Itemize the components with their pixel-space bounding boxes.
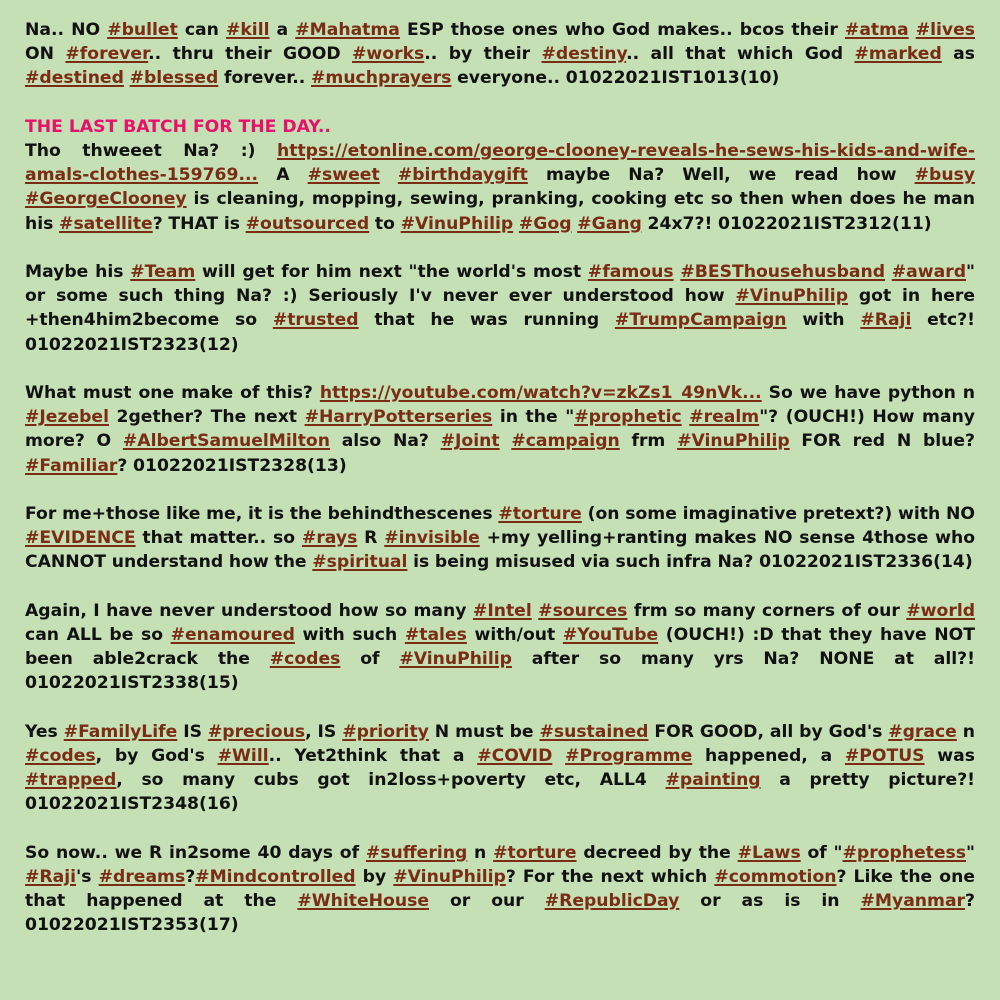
hashtag-link[interactable]: #muchprayers <box>311 68 452 89</box>
hashtag-link[interactable]: #campaign <box>511 431 620 452</box>
text-run: can <box>177 20 226 40</box>
hashtag-link[interactable]: #WhiteHouse <box>297 891 429 912</box>
text-run: by <box>355 867 394 887</box>
text-run: n <box>467 842 494 863</box>
text-run: after so many yrs Na? NONE at all?! 01022021IST2338(15) <box>25 649 975 694</box>
hashtag-link[interactable]: #HarryPotterseries <box>304 407 493 428</box>
hashtag-link[interactable]: #VinuPhilip <box>735 286 848 307</box>
text-run: " <box>966 842 975 863</box>
hashtag-link[interactable]: #kill <box>225 20 270 40</box>
hashtag-link[interactable]: #outsourced <box>245 213 370 234</box>
hashtag-link[interactable]: #trusted <box>272 310 359 331</box>
text-run: ? THAT is <box>152 213 246 234</box>
post-paragraph <box>25 381 975 478</box>
text-run: as <box>941 44 976 65</box>
text-run: ? Like the one that happened at the <box>25 867 975 912</box>
hashtag-link[interactable]: #rays <box>301 528 358 549</box>
hashtag-link[interactable]: #Mahatma <box>295 20 400 40</box>
post-paragraph <box>25 720 975 817</box>
text-run: in the " <box>492 407 575 428</box>
hashtag-link[interactable]: #EVIDENCE <box>25 528 136 549</box>
hashtag-link[interactable]: #world <box>906 600 976 621</box>
text-run <box>885 262 892 282</box>
hashtag-link[interactable]: #blessed <box>129 68 219 89</box>
hashtag-link[interactable]: #precious <box>207 721 306 742</box>
hashtag-link[interactable]: #VinuPhilip <box>400 213 514 234</box>
hashtag-link[interactable]: #Myanmar <box>860 891 966 912</box>
text-run: (on some imaginative pretext?) with NO <box>581 504 975 524</box>
hashtag-link[interactable]: #prophetic <box>574 407 682 428</box>
text-run: with/out <box>466 625 563 645</box>
hashtag-link[interactable]: #Gog <box>518 213 572 234</box>
hashtag-link[interactable]: #commotion <box>714 867 837 887</box>
text-run: a <box>269 20 296 40</box>
text-run: For me+those like me, it is the behindthescenes <box>25 504 499 524</box>
hashtag-link[interactable]: #VinuPhilip <box>393 867 506 887</box>
hashtag-link[interactable]: #Joint <box>440 431 500 452</box>
text-run: .. by their <box>424 44 542 65</box>
text-run: ? <box>185 867 196 887</box>
text-run: can ALL be so <box>25 625 171 645</box>
url-link[interactable]: https://youtube.com/watch?v=zkZs1_49nVk... <box>319 383 762 403</box>
text-run: Again, I have never understood how so many <box>25 600 473 621</box>
hashtag-link[interactable]: #invisible <box>384 528 480 549</box>
text-run: IS <box>177 721 208 742</box>
hashtag-link[interactable]: #forever <box>65 44 149 65</box>
text-run: +my yelling+ranting makes NO sense 4those who CANNOT understand how the <box>25 528 976 573</box>
hashtag-link[interactable]: #FamilyLife <box>63 721 178 742</box>
text-run: , IS <box>305 721 343 742</box>
hashtag-link[interactable]: #prophetess <box>842 842 967 863</box>
text-run: , so many cubs got in2loss+poverty etc, ALL4 <box>116 770 666 791</box>
hashtag-link[interactable]: #enamoured <box>170 625 295 645</box>
text-run: , by God's <box>95 746 218 766</box>
text-run: ? For the next which <box>505 867 715 887</box>
text-run: decreed by the <box>576 842 738 863</box>
text-run: or our <box>429 891 545 912</box>
hashtag-link[interactable]: #AlbertSamuelMilton <box>122 431 330 452</box>
hashtag-link[interactable]: #Raji <box>860 310 912 331</box>
hashtag-link[interactable]: #sources <box>538 600 628 621</box>
hashtag-link[interactable]: #grace <box>888 721 957 742</box>
text-run: A <box>258 165 308 186</box>
text-run: ESP those ones who God makes.. bcos their <box>399 20 845 40</box>
text-run: that matter.. so <box>135 528 302 549</box>
hashtag-link[interactable]: #trapped <box>25 770 117 791</box>
text-run: Tho thweeet Na? :) <box>25 141 277 161</box>
hashtag-link[interactable]: #priority <box>342 721 429 742</box>
hashtag-link[interactable]: #Will <box>217 746 269 766</box>
hashtag-link[interactable]: #tales <box>404 625 467 645</box>
text-run: happened, a <box>692 746 845 766</box>
text-run: FOR GOOD, all by God's <box>648 721 889 742</box>
hashtag-link[interactable]: #dreams <box>98 867 186 887</box>
text-run: FOR red N blue? <box>789 431 975 452</box>
text-run: (OUCH!) :D that they have NOT been able2crack the <box>25 625 975 670</box>
hashtag-link[interactable]: #award <box>891 262 967 282</box>
hashtag-link[interactable]: #bullet <box>107 20 178 40</box>
hashtag-link[interactable]: #YouTube <box>562 625 659 645</box>
post-paragraph <box>25 841 975 938</box>
hashtag-link[interactable]: #Jezebel <box>25 407 109 428</box>
text-run: forever.. <box>218 68 312 89</box>
text-run: .. thru their GOOD <box>148 44 353 65</box>
text-run: will get for him next "the world's most <box>195 262 588 282</box>
text-run: was <box>924 746 975 766</box>
text-run: ON <box>25 44 66 65</box>
post-paragraph <box>25 599 975 696</box>
text-run: or as is in <box>679 891 861 912</box>
text-run: a pretty picture?! 01022021IST2348(16) <box>25 770 976 815</box>
hashtag-link[interactable]: #COVID <box>477 746 553 766</box>
text-run: .. all that which God <box>626 44 855 65</box>
text-run: ? 01022021IST2328(13) <box>117 455 347 476</box>
hashtag-link[interactable]: #realm <box>689 407 760 428</box>
text-run: 24x7?! 01022021IST2312(11) <box>641 213 932 234</box>
hashtag-link[interactable]: #Programme <box>565 746 693 766</box>
url-link[interactable]: https://etonline.com/george-clooney-reveals-he-sews-his-kids-and-wife-amals-clothes-159769... <box>25 141 975 186</box>
hashtag-link[interactable]: #marked <box>854 44 942 65</box>
text-run <box>909 20 916 40</box>
text-run: .. Yet2think that a <box>268 746 478 766</box>
text-run: So now.. we R in2some 40 days of <box>25 842 366 863</box>
hashtag-link[interactable]: #POTUS <box>844 746 925 766</box>
text-run: 's <box>76 867 99 887</box>
text-run: of " <box>800 842 843 863</box>
text-run: 2gether? The next <box>108 407 305 428</box>
hashtag-link[interactable]: #codes <box>25 746 96 766</box>
text-run: that he was running <box>358 310 615 331</box>
hashtag-link[interactable]: #TrumpCampaign <box>614 310 787 331</box>
hashtag-link[interactable]: #torture <box>498 504 582 524</box>
hashtag-link[interactable]: #BESThousehusband <box>680 262 886 282</box>
text-run: ? 01022021IST2353(17) <box>25 891 976 936</box>
hashtag-link[interactable]: #torture <box>493 842 577 863</box>
hashtag-link[interactable]: #Intel <box>472 600 532 621</box>
section-heading: THE LAST BATCH FOR THE DAY.. <box>25 116 331 137</box>
hashtag-link[interactable]: #busy <box>914 165 975 186</box>
text-run: Yes <box>25 721 64 742</box>
hashtag-link[interactable]: #lives <box>915 20 976 40</box>
text-run: Maybe his <box>25 262 131 282</box>
hashtag-link[interactable]: #atma <box>844 20 909 40</box>
text-run: of <box>340 649 400 670</box>
text-run: also Na? <box>329 431 441 452</box>
post-paragraph <box>25 18 975 91</box>
text-run: to <box>369 213 401 234</box>
hashtag-link[interactable]: #satellite <box>59 213 153 234</box>
hashtag-link[interactable]: #sweet <box>307 165 380 186</box>
text-run: got in here +then4him2become so <box>25 286 975 331</box>
text-run <box>552 746 565 766</box>
text-run: frm so many corners of our <box>627 600 907 621</box>
text-run: "? (OUCH!) How many more? O <box>25 407 976 452</box>
text-run: with such <box>294 625 405 645</box>
text-run <box>500 431 512 451</box>
text-run: frm <box>619 431 678 452</box>
hashtag-link[interactable]: #birthdaygift <box>397 165 528 186</box>
text-run: is being misused via such infra Na? 01022021IST2336(14) <box>407 552 973 573</box>
hashtag-link[interactable]: #RepublicDay <box>544 891 680 912</box>
text-run: Na.. NO <box>25 20 108 40</box>
hashtag-link[interactable]: #Mindcontrolled <box>195 867 356 887</box>
hashtag-link[interactable]: #famous <box>587 262 674 282</box>
hashtag-link[interactable]: #works <box>352 44 425 65</box>
text-run: with <box>786 310 861 331</box>
hashtag-link[interactable]: #suffering <box>365 842 468 863</box>
text-run: So we have python n <box>761 383 975 403</box>
text-run <box>380 165 398 185</box>
text-run: is cleaning, mopping, sewing, pranking, cooking etc so then when does he man his <box>25 189 975 234</box>
post-paragraph <box>25 260 975 357</box>
hashtag-link[interactable]: #codes <box>269 649 341 670</box>
hashtag-link[interactable]: #Laws <box>737 842 801 863</box>
hashtag-link[interactable]: #VinuPhilip <box>399 649 512 670</box>
text-run: n <box>956 721 975 742</box>
hashtag-link[interactable]: #painting <box>665 770 761 791</box>
hashtag-link[interactable]: #GeorgeClooney <box>25 189 187 210</box>
hashtag-link[interactable]: #destined <box>25 68 124 89</box>
text-run: What must one make of this? <box>25 383 320 403</box>
text-run: N must be <box>428 721 540 742</box>
hashtag-link[interactable]: #Familiar <box>25 455 118 476</box>
post-paragraph <box>25 139 975 236</box>
document-body <box>25 18 975 962</box>
hashtag-link[interactable]: #Gang <box>577 213 642 234</box>
text-run: R <box>357 528 385 549</box>
text-run: etc?! 01022021IST2323(12) <box>25 310 976 355</box>
text-run: everyone.. 01022021IST1013(10) <box>451 68 780 89</box>
hashtag-link[interactable]: #destiny <box>541 44 627 65</box>
hashtag-link[interactable]: #sustained <box>539 721 649 742</box>
hashtag-link[interactable]: #spiritual <box>312 552 408 573</box>
text-run: maybe Na? Well, we read how <box>527 165 915 186</box>
hashtag-link[interactable]: #VinuPhilip <box>677 431 790 452</box>
hashtag-link[interactable]: #Team <box>130 262 196 282</box>
hashtag-link[interactable]: #Raji <box>25 867 77 887</box>
post-paragraph <box>25 502 975 575</box>
text-run: " or some such thing Na? :) Seriously I'v never ever understood how <box>25 262 976 307</box>
